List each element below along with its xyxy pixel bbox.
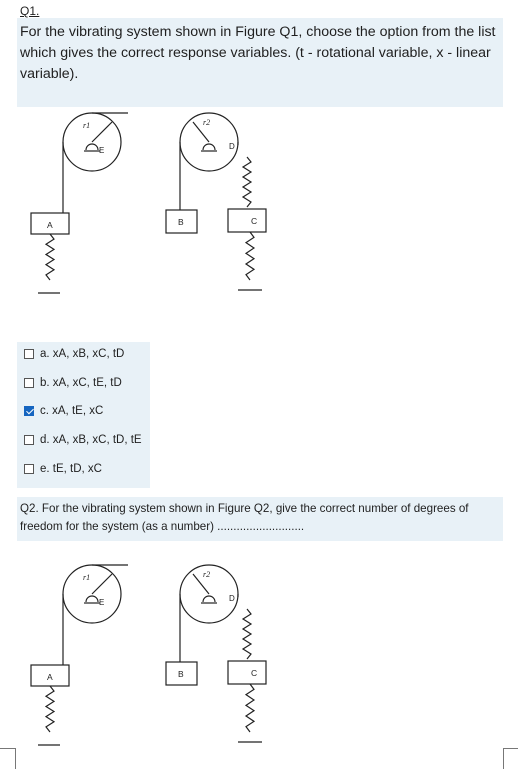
label-c: C [251,668,258,678]
option-e[interactable] [24,459,102,479]
option-a[interactable] [24,344,124,364]
q2-question [20,500,500,536]
page-corner-right [503,748,518,769]
spring-a [46,234,54,280]
label-a: A [47,672,53,682]
label-d: D [229,142,235,151]
option-c[interactable] [24,401,103,421]
label-a: A [47,220,53,230]
option-c-checkbox[interactable] [24,406,34,416]
option-b-label: b. xA, xC, tE, tD [40,377,122,389]
r1-label: r1 [83,121,91,130]
block-c [228,661,266,684]
q1-question-text: For the vibrating system shown in Figure Q1, choose the option from the list which gives the correct response variables. (t - rotational variable, x - linear variable). [20,24,496,82]
block-c [228,209,266,232]
q2-question-text: For the vibrating system shown in Figure Q2, give the correct number of degrees of freedom for the system (as a number) ........................... [20,502,469,533]
r1-label: r1 [83,573,91,582]
r2-label: r2 [203,570,211,579]
pin-e [86,144,98,150]
pin-d [203,144,215,150]
spring-d [243,609,251,659]
option-b-checkbox[interactable] [24,378,34,388]
label-c: C [251,216,258,226]
option-d-checkbox[interactable] [24,435,34,445]
option-b[interactable] [24,373,122,393]
q2-number: Q2. [20,502,39,515]
radius-r1-line [92,122,112,142]
label-b: B [178,669,184,679]
option-a-label: a. xA, xB, xC, tD [40,348,125,360]
option-e-checkbox[interactable] [24,464,34,474]
r2-label: r2 [203,118,211,127]
radius-r1-line [92,574,112,594]
page-corner-left [0,748,16,769]
option-a-checkbox[interactable] [24,349,34,359]
figure-q2 [0,547,518,757]
option-d[interactable] [24,430,142,450]
label-e: E [99,598,105,607]
option-d-label: d. xA, xB, xC, tD, tE [40,434,142,446]
option-e-label: e. tE, tD, xC [40,463,102,475]
spring-a [46,686,54,732]
spring-c [246,232,254,280]
label-e: E [99,146,105,155]
pin-e [86,596,98,602]
q1-number: Q1. [20,4,40,18]
answer-options [17,342,150,488]
figure-q1 [0,95,518,305]
spring-c [246,684,254,732]
option-c-label: c. xA, tE, xC [40,405,104,417]
label-b: B [178,217,184,227]
spring-d [243,157,251,207]
pin-d [203,596,215,602]
label-d: D [229,594,235,603]
